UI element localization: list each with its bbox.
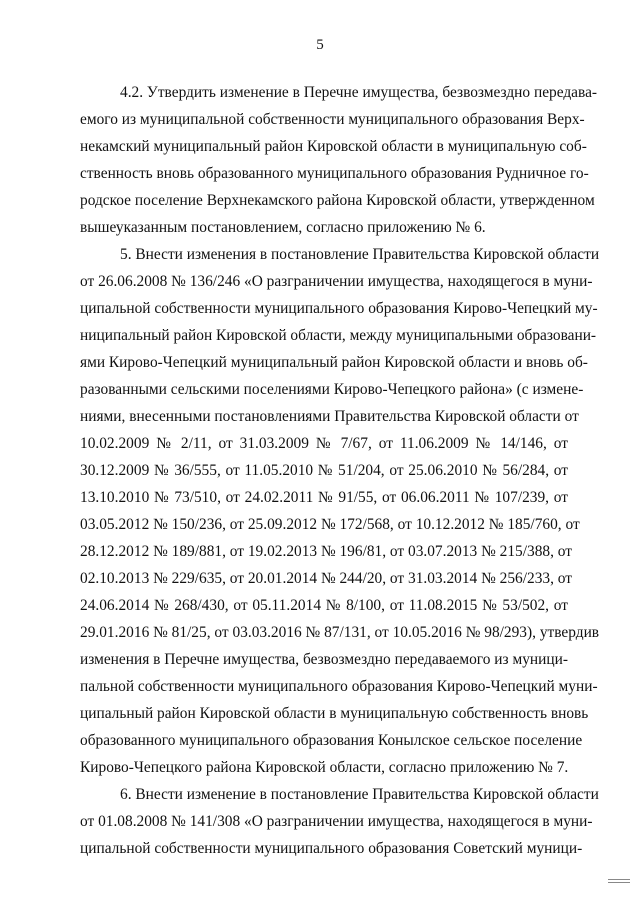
text-line: пальной собственности муниципального образования Кирово-Чепецкий муни- <box>80 678 598 695</box>
text-line: изменения в Перечне имущества, безвозмездно передаваемого из муници- <box>80 651 568 668</box>
text-line: ственность вновь образованного муниципального образования Рудничное го- <box>80 165 589 182</box>
text-line: родское поселение Верхнекамского района Кировской области, утвержденном <box>80 192 595 209</box>
text-line: от 26.06.2008 № 136/246 «О разграничении имущества, находящегося в муни- <box>80 273 593 290</box>
text-line: 10.02.2009 № 2/11, от 31.03.2009 № 7/67, от 11.06.2009 № 14/146, от <box>80 435 568 452</box>
text-line: некамский муниципальный район Кировской области в муниципальную соб- <box>80 138 587 155</box>
text-line: ниципальный район Кировской области, между муниципальными образовани- <box>80 327 597 344</box>
text-line: образованного муниципального образования Конылское сельское поселение <box>80 732 583 749</box>
page-number: 5 <box>316 37 324 53</box>
text-line: вышеуказанным постановлением, согласно приложению № 6. <box>80 219 486 236</box>
text-line: емого из муниципальной собственности муниципального образования Верх- <box>80 111 585 128</box>
text-line: 13.10.2010 № 73/510, от 24.02.2011 № 91/55, от 06.06.2011 № 107/239, от <box>80 489 568 506</box>
text-line: 30.12.2009 № 36/555, от 11.05.2010 № 51/204, от 25.06.2010 № 56/284, от <box>80 462 568 479</box>
scan-mark <box>608 879 630 883</box>
text-line: от 01.08.2008 № 141/308 «О разграничении имущества, находящегося в муни- <box>80 813 593 830</box>
text-line: ципальный район Кировской области в муниципальную собственность вновь <box>80 705 589 722</box>
text-line: Кирово-Чепецкого района Кировской области, согласно приложению № 7. <box>80 759 569 776</box>
text-line: 24.06.2014 № 268/430, от 05.11.2014 № 8/100, от 11.08.2015 № 53/502, от <box>80 597 568 614</box>
text-line: 6. Внести изменение в постановление Правительства Кировской области <box>120 786 599 803</box>
text-line: ципальной собственности муниципального образования Советский муници- <box>80 840 583 857</box>
text-line: ями Кирово-Чепецкий муниципальный район Кировской области и вновь об- <box>80 354 588 371</box>
text-line: 29.01.2016 № 81/25, от 03.03.2016 № 87/131, от 10.05.2016 № 98/293), утвердив <box>80 624 600 641</box>
text-line: ципальной собственности муниципального образования Кирово-Чепецкий му- <box>80 300 598 317</box>
text-line: 5. Внести изменения в постановление Правительства Кировской области <box>120 246 600 263</box>
text-line: 03.05.2012 № 150/236, от 25.09.2012 № 172/568, от 10.12.2012 № 185/760, от <box>80 516 580 533</box>
text-line: разованными сельскими поселениями Кирово-Чепецкого района» (с измене- <box>80 381 584 398</box>
text-line: 02.10.2013 № 229/635, от 20.01.2014 № 244/20, от 31.03.2014 № 256/233, от <box>80 570 572 587</box>
text-line: 4.2. Утвердить изменение в Перечне имущества, безвозмездно передава- <box>120 84 598 101</box>
text-line: 28.12.2012 № 189/881, от 19.02.2013 № 196/81, от 03.07.2013 № 215/388, от <box>80 543 572 560</box>
text-line: ниями, внесенными постановлениями Правительства Кировской области от <box>80 408 579 425</box>
